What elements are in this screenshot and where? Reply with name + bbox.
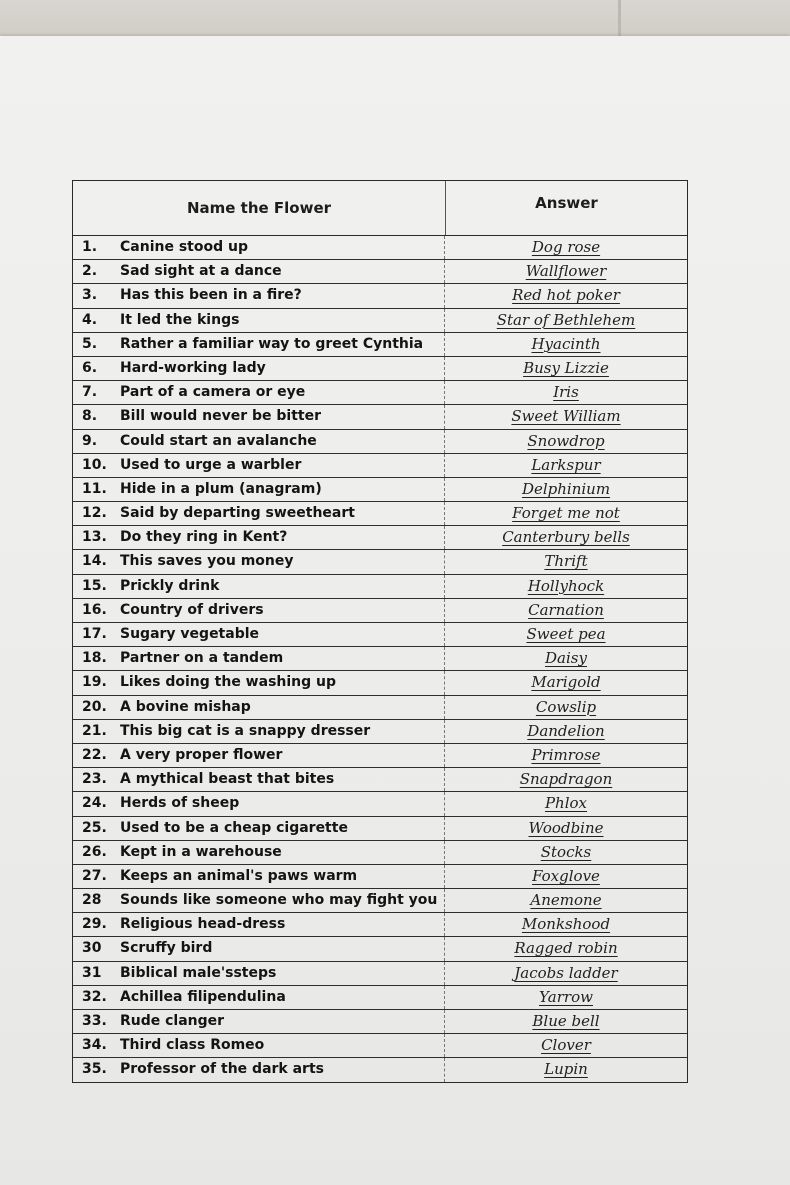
clue-number: 31 [82,964,102,981]
clue-number: 18. [82,650,107,667]
clue-text: Has this been in a fire? [120,287,302,304]
answer-cell [445,986,687,1009]
answer-cell [445,599,687,622]
answer-cell [445,962,687,985]
clue-number: 23. [82,771,107,788]
answer-cell [445,841,687,864]
clue-number: 27. [82,867,107,884]
answer-cell [445,357,687,380]
clue-cell [73,889,445,912]
clue-text: Part of a camera or eye [120,384,306,401]
clue-number: 4. [82,311,98,328]
table-row [73,357,687,381]
handwritten-answer: Daisy [545,649,587,668]
answer-cell [445,502,687,525]
clue-text: Country of drivers [120,601,264,618]
clue-cell [73,381,445,404]
clue-text: This big cat is a snappy dresser [120,722,371,739]
clue-cell [73,599,445,622]
clue-number: 35. [82,1061,107,1078]
answer-cell [445,1010,687,1033]
clue-cell [73,671,445,694]
table-row [73,1010,687,1034]
table-row [73,671,687,695]
answer-cell [445,647,687,670]
clue-text: Biblical male'ssteps [120,964,277,981]
clue-cell [73,696,445,719]
answer-cell [445,623,687,646]
table-row [73,865,687,889]
clue-cell [73,260,445,283]
clue-cell [73,454,445,477]
clue-number: 1. [82,239,98,255]
clue-cell [73,720,445,743]
handwritten-answer: Dog rose [531,238,601,256]
clue-text: Sounds like someone who may fight you [120,892,438,909]
table-row [73,599,687,623]
clue-number: 2. [82,263,98,280]
clue-cell [73,744,445,767]
clue-text: This saves you money [120,553,294,570]
handwritten-answer: Hyacinth [531,334,601,353]
table-row [73,284,687,308]
table-row [73,309,687,333]
handwritten-answer: Monkshood [521,915,611,934]
clue-number: 21. [82,722,107,739]
answer-cell [445,720,687,743]
handwritten-answer: Primrose [531,745,601,764]
answer-cell [445,1058,687,1081]
clue-cell [73,792,445,815]
clue-cell [73,817,445,840]
clue-cell [73,550,445,573]
clue-cell [73,841,445,864]
handwritten-answer: Canterbury bells [502,528,630,547]
handwritten-answer: Stocks [540,842,592,861]
clue-cell [73,768,445,791]
clue-text: Rude clanger [120,1013,225,1029]
clue-text: Achillea filipendulina [120,988,286,1005]
clue-text: Used to be a cheap cigarette [120,819,348,836]
clue-cell [73,502,445,525]
answer-cell [445,768,687,791]
clue-cell [73,405,445,428]
clue-text: Hard-working lady [120,359,266,376]
clue-cell [73,937,445,960]
handwritten-answer: Dandelion [527,721,605,740]
clue-number: 13. [82,529,107,546]
clue-number: 6. [82,359,98,376]
answer-cell [445,405,687,428]
clue-number: 22. [82,746,107,763]
question-column-header: Name the Flower [73,181,446,235]
clue-cell [73,478,445,501]
clue-cell [73,236,445,259]
clue-cell [73,913,445,936]
clue-text: Partner on a tandem [120,650,284,667]
clue-cell [73,526,445,549]
clue-number: 17. [82,626,107,642]
clue-number: 14. [82,553,107,570]
clue-text: Sad sight at a dance [120,263,282,280]
clue-number: 16. [82,601,107,618]
clue-number: 3. [82,287,98,304]
table-row [73,454,687,478]
table-header [73,181,687,236]
answer-cell [445,381,687,404]
clue-number: 5. [82,335,98,352]
handwritten-answer: Red hot poker [512,286,620,305]
answer-cell [445,478,687,501]
handwritten-answer: Wallflower [525,262,607,281]
answer-cell [445,454,687,477]
answer-cell [445,333,687,356]
answer-column-header: Answer [535,194,598,212]
table-row [73,1034,687,1058]
clue-text: Canine stood up [120,239,248,255]
clue-number: 34. [82,1037,107,1054]
table-row [73,550,687,574]
clue-text: A very proper flower [120,746,283,763]
quiz-table [72,180,688,1083]
handwritten-answer: Iris [553,383,579,402]
clue-cell [73,333,445,356]
clue-number: 26. [82,843,107,860]
table-row [73,744,687,768]
clue-cell [73,357,445,380]
handwritten-answer: Hollyhock [527,576,605,595]
handwritten-answer: Carnation [528,600,604,619]
handwritten-answer: Jacobs ladder [514,963,618,982]
clue-text: Likes doing the washing up [120,674,337,691]
clue-number: 28 [82,892,102,909]
clue-text: Could start an avalanche [120,432,317,449]
clue-number: 12. [82,505,107,522]
table-row [73,405,687,429]
handwritten-answer: Snapdragon [519,770,613,789]
clue-text: Hide in a plum (anagram) [120,480,322,497]
handwritten-answer: Forget me not [512,504,620,523]
table-row [73,720,687,744]
answer-cell [445,817,687,840]
clue-number: 7. [82,384,98,401]
table-row [73,1058,687,1081]
clue-text: Rather a familiar way to greet Cynthia [120,335,424,352]
clue-text: Religious head-dress [120,916,286,933]
clue-text: Scruffy bird [120,940,213,957]
handwritten-answer: Anemone [530,891,602,910]
answer-cell [445,696,687,719]
clue-text: Herds of sheep [120,795,240,812]
table-row [73,792,687,816]
clue-number: 32. [82,988,107,1005]
table-row [73,696,687,720]
clue-text: Professor of the dark arts [120,1061,324,1078]
table-row [73,478,687,502]
answer-cell [445,1034,687,1057]
handwritten-answer: Foxglove [532,866,600,885]
handwritten-answer: Phlox [544,794,588,813]
table-row [73,937,687,961]
table-row [73,381,687,405]
clue-number: 8. [82,408,98,425]
clue-text: Said by departing sweetheart [120,505,355,522]
table-row [73,817,687,841]
clue-number: 29. [82,916,107,933]
clue-number: 11. [82,480,107,497]
handwritten-answer: Thrift [544,552,588,571]
answer-cell [445,236,687,259]
clue-cell [73,647,445,670]
handwritten-answer: Marigold [531,673,601,692]
clue-number: 9. [82,432,98,449]
table-body [73,236,687,1082]
clue-cell [73,865,445,888]
clue-cell [73,575,445,598]
clue-number: 33. [82,1013,107,1029]
clue-cell [73,1058,445,1081]
answer-cell [445,575,687,598]
clue-cell [73,623,445,646]
handwritten-answer: Ragged robin [514,939,618,958]
answer-cell [445,671,687,694]
handwritten-answer: Delphinium [521,479,611,498]
clue-text: Do they ring in Kent? [120,529,288,546]
table-row [73,768,687,792]
handwritten-answer: Lupin [544,1060,588,1079]
handwritten-answer: Star of Bethlehem [496,310,636,329]
handwritten-answer: Blue bell [532,1012,600,1030]
table-row [73,236,687,260]
clue-cell [73,986,445,1009]
answer-cell [445,937,687,960]
clue-cell [73,1034,445,1057]
clue-text: Sugary vegetable [120,626,260,642]
table-row [73,623,687,647]
clue-text: Bill would never be bitter [120,408,322,425]
table-row [73,986,687,1010]
clue-cell [73,284,445,307]
clue-text: Keeps an animal's paws warm [120,867,358,884]
clue-text: A bovine mishap [120,698,251,715]
table-row [73,913,687,937]
clue-number: 15. [82,577,107,594]
answer-cell [445,260,687,283]
clue-number: 24. [82,795,107,812]
answer-cell [445,526,687,549]
answer-cell [445,550,687,573]
handwritten-answer: Sweet William [511,407,621,426]
handwritten-answer: Busy Lizzie [523,358,609,377]
clue-number: 25. [82,819,107,836]
answer-cell [445,284,687,307]
clue-number: 20. [82,698,107,715]
table-row [73,889,687,913]
answer-cell [445,792,687,815]
clue-text: A mythical beast that bites [120,771,335,788]
answer-cell [445,913,687,936]
clue-number: 10. [82,456,107,473]
clue-cell [73,309,445,332]
table-row [73,962,687,986]
table-row [73,841,687,865]
clue-number: 19. [82,674,107,691]
handwritten-answer: Cowslip [535,697,597,716]
answer-cell [445,865,687,888]
answer-cell [445,309,687,332]
table-row [73,333,687,357]
handwritten-answer: Clover [541,1036,591,1055]
answer-cell [445,889,687,912]
table-row [73,430,687,454]
answer-cell [445,744,687,767]
clue-text: Third class Romeo [120,1037,265,1054]
table-row [73,526,687,550]
handwritten-answer: Woodbine [528,818,604,837]
clue-text: It led the kings [120,311,240,328]
clue-cell [73,1010,445,1033]
clue-number: 30 [82,940,102,957]
table-row [73,647,687,671]
clue-cell [73,430,445,453]
handwritten-answer: Larkspur [531,455,601,474]
table-row [73,575,687,599]
handwritten-answer: Sweet pea [526,625,606,643]
handwritten-answer: Snowdrop [527,431,605,450]
answer-cell [445,430,687,453]
clue-cell [73,962,445,985]
clue-text: Kept in a warehouse [120,843,282,860]
clue-text: Prickly drink [120,577,220,594]
table-row [73,502,687,526]
table-row [73,260,687,284]
handwritten-answer: Yarrow [539,987,593,1006]
clue-text: Used to urge a warbler [120,456,302,473]
